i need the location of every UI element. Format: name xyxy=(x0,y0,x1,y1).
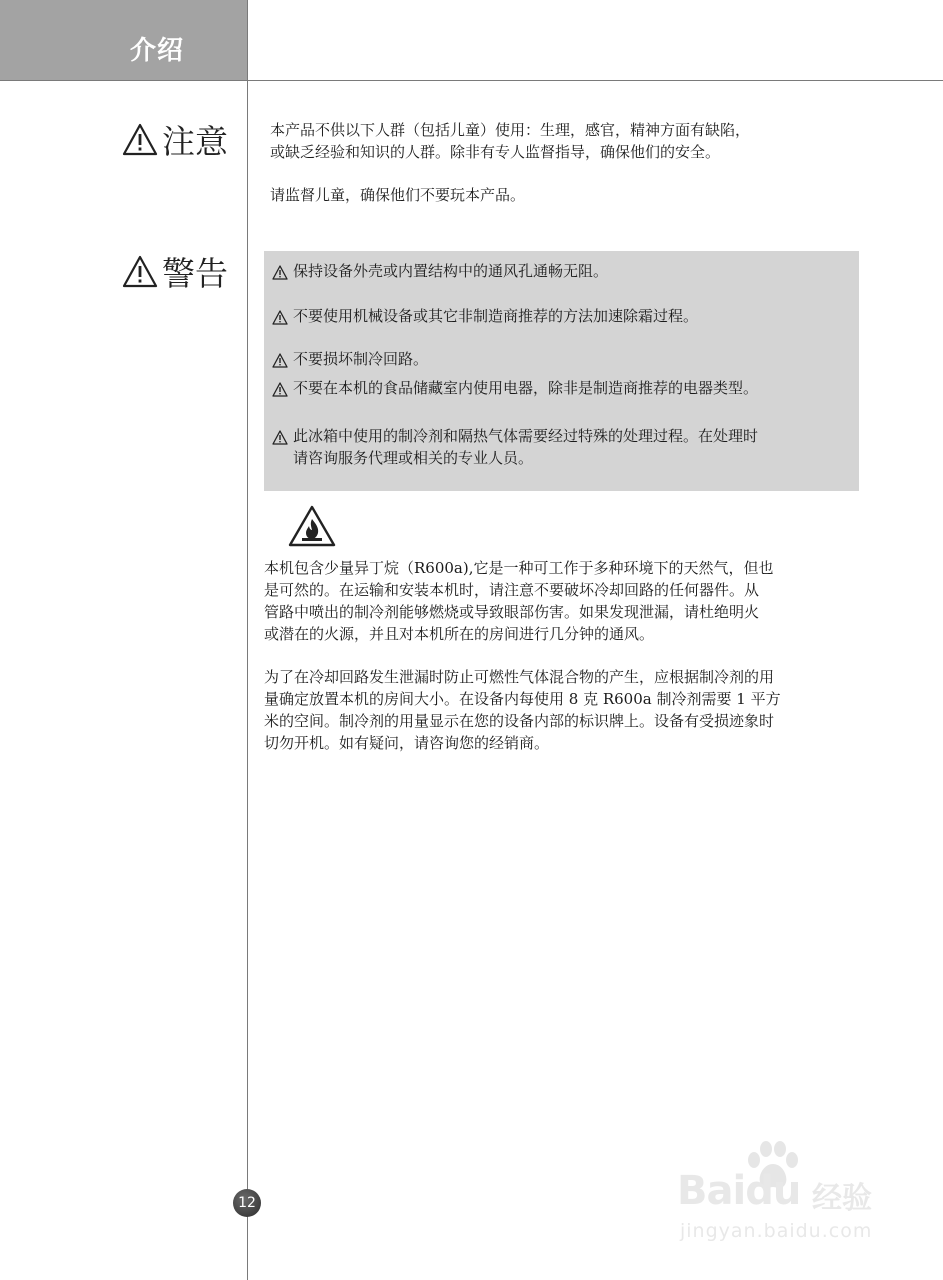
page-number: 12 xyxy=(233,1189,261,1217)
warning-triangle-icon xyxy=(272,430,288,445)
margin-divider xyxy=(247,0,248,1280)
warning-triangle-icon xyxy=(272,310,288,325)
warning-box xyxy=(264,251,859,491)
warning-item xyxy=(272,260,852,282)
refrigerant-paragraph: 为了在冷却回路发生泄漏时防止可燃性气体混合物的产生，应根据制冷剂的用 量确定放置本机的房间大小。在设备内每使用 8 克 R600a 制冷剂需要 1 平方 米的空间。制冷剂的用量显示在您的设备内部的标识牌上。设备有受损迹象时 切勿开机。如有疑问，请咨询您的经销商。 xyxy=(264,668,781,752)
warning-triangle-icon xyxy=(272,382,288,397)
warning-item-text: 保持设备外壳或内置结构中的通风孔通畅无阻。 xyxy=(293,262,609,280)
warning-item-text: 此冰箱中使用的制冷剂和隔热气体需要经过特殊的处理过程。在处理时 请咨询服务代理或相关的专业人员。 xyxy=(293,427,759,467)
warning-item-text: 不要使用机械设备或其它非制造商推荐的方法加速除霜过程。 xyxy=(293,307,699,325)
warning-item-text: 不要在本机的食品储藏室内使用电器，除非是制造商推荐的电器类型。 xyxy=(293,379,759,397)
warning-item xyxy=(272,377,852,399)
warning-triangle-icon xyxy=(122,255,158,289)
watermark-url: jingyan.baidu.com xyxy=(680,1220,873,1242)
warning-heading-label: 警告 xyxy=(162,254,228,293)
warning-item xyxy=(272,425,852,469)
section-title: 介绍 xyxy=(130,36,185,66)
warning-item xyxy=(272,305,852,327)
caution-heading xyxy=(122,116,228,163)
caution-heading-label: 注意 xyxy=(162,122,228,161)
warning-triangle-icon xyxy=(272,265,288,280)
header-divider xyxy=(0,80,943,81)
warning-item-text: 不要损坏制冷回路。 xyxy=(293,350,429,368)
watermark xyxy=(672,1140,894,1248)
warning-triangle-icon xyxy=(272,353,288,368)
flammable-warning-icon xyxy=(288,505,336,547)
caution-paragraph: 请监督儿童，确保他们不要玩本产品。 xyxy=(270,186,526,204)
section-header-tab xyxy=(0,0,247,80)
warning-triangle-icon xyxy=(122,123,158,157)
warning-item xyxy=(272,348,852,370)
refrigerant-paragraph: 本机包含少量异丁烷（R600a),它是一种可工作于多种环境下的天然气，但也 是可然的。在运输和安装本机时，请注意不要破坏冷却回路的任何器件。从 管路中喷出的制冷剂能够燃烧或导致眼部伤害。如果发现泄漏，请杜绝明火 或潜在的火源，并且对本机所在的房间进行几分钟的通风。 xyxy=(264,559,774,643)
watermark-service: 经验 xyxy=(812,1181,872,1216)
caution-paragraph: 本产品不供以下人群（包括儿童）使用：生理，感官，精神方面有缺陷， 或缺乏经验和知识的人群。除非有专人监督指导，确保他们的安全。 xyxy=(270,121,751,161)
warning-heading xyxy=(122,248,228,295)
watermark-brand: Baidu xyxy=(677,1168,801,1214)
